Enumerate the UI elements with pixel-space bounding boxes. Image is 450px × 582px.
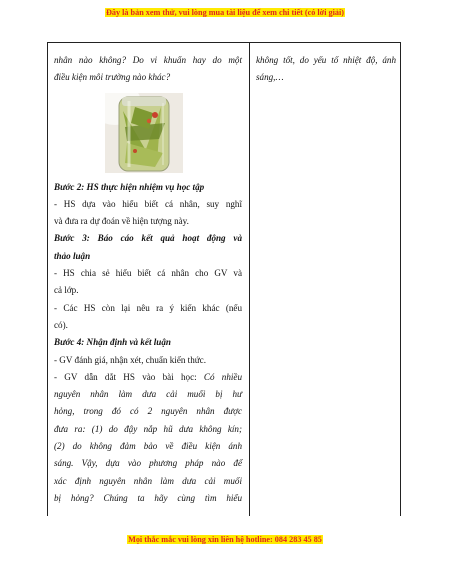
step-4-line-3: nguyên nhân làm dưa cải muối bị hư — [54, 389, 242, 400]
step-3-line-1: - HS chia sẻ hiểu biết cá nhân cho GV và — [54, 268, 242, 279]
question-line-1: nhân nào không? Do vi khuẩn hay do một — [54, 55, 242, 65]
step-4-line-4: hỏng, trong đó có 2 nguyên nhân được — [54, 406, 242, 417]
question-line-2: điều kiện môi trường nào khác? — [54, 72, 171, 83]
activity-column — [54, 52, 242, 507]
step-3-line-4: có). — [54, 319, 68, 330]
preview-banner: Đây là bản xem thử, vui lòng mua tài liệu để xem chi tiết (có lời giải) — [105, 8, 344, 17]
expected-answer-line-1: không tốt, do yếu tố nhiệt độ, ánh — [256, 55, 396, 65]
step-4-line-2 — [54, 369, 242, 386]
step-2-line-1: - HS dựa vào hiểu biết cá nhân, suy nghĩ — [54, 198, 242, 209]
step-4-line-9: bị hỏng? Chúng ta hãy cùng tìm hiểu — [54, 492, 242, 503]
step-3-line-2: cả lớp. — [54, 285, 79, 296]
step-3-heading-1: Bước 3: Báo cáo kết quả hoạt động và — [54, 233, 242, 244]
step-4-line-6: (2) do không đảm bảo về điều kiện ánh — [54, 441, 242, 452]
step-4-line-5: đưa ra: (1) do đậy nắp hũ dưa không kín; — [54, 423, 242, 434]
hotline-banner: Mọi thắc mắc vui lòng xin liên hệ hotline: 084 283 45 85 — [128, 535, 322, 544]
step-2-heading: Bước 2: HS thực hiện nhiệm vụ học tập — [54, 181, 205, 192]
step-4-lead-italic: Có nhiều — [203, 371, 242, 382]
step-4-lead-text: - GV dẫn dắt HS vào bài học: — [54, 371, 204, 382]
step-3-line-3: - Các HS còn lại nêu ra ý kiến khác (nếu — [54, 302, 242, 313]
lesson-table — [47, 42, 401, 516]
expected-answer-line-2: sáng,… — [256, 72, 284, 83]
step-2-line-2: và đưa ra dự đoán về hiện tượng này. — [54, 216, 189, 227]
step-4-line-8: xác định nguyên nhân làm dưa cải muối — [54, 475, 242, 486]
step-4-heading: Bước 4: Nhận định và kết luận — [54, 337, 171, 348]
step-4-line-7: sáng. Vậy, dựa vào phương pháp nào để — [54, 458, 242, 469]
product-column — [256, 52, 396, 87]
step-3-heading-2: thảo luận — [54, 250, 91, 261]
column-divider — [249, 43, 250, 516]
step-4-line-1: - GV đánh giá, nhận xét, chuẩn kiến thức. — [54, 354, 206, 365]
pickled-mustard-jar-image — [105, 93, 183, 173]
